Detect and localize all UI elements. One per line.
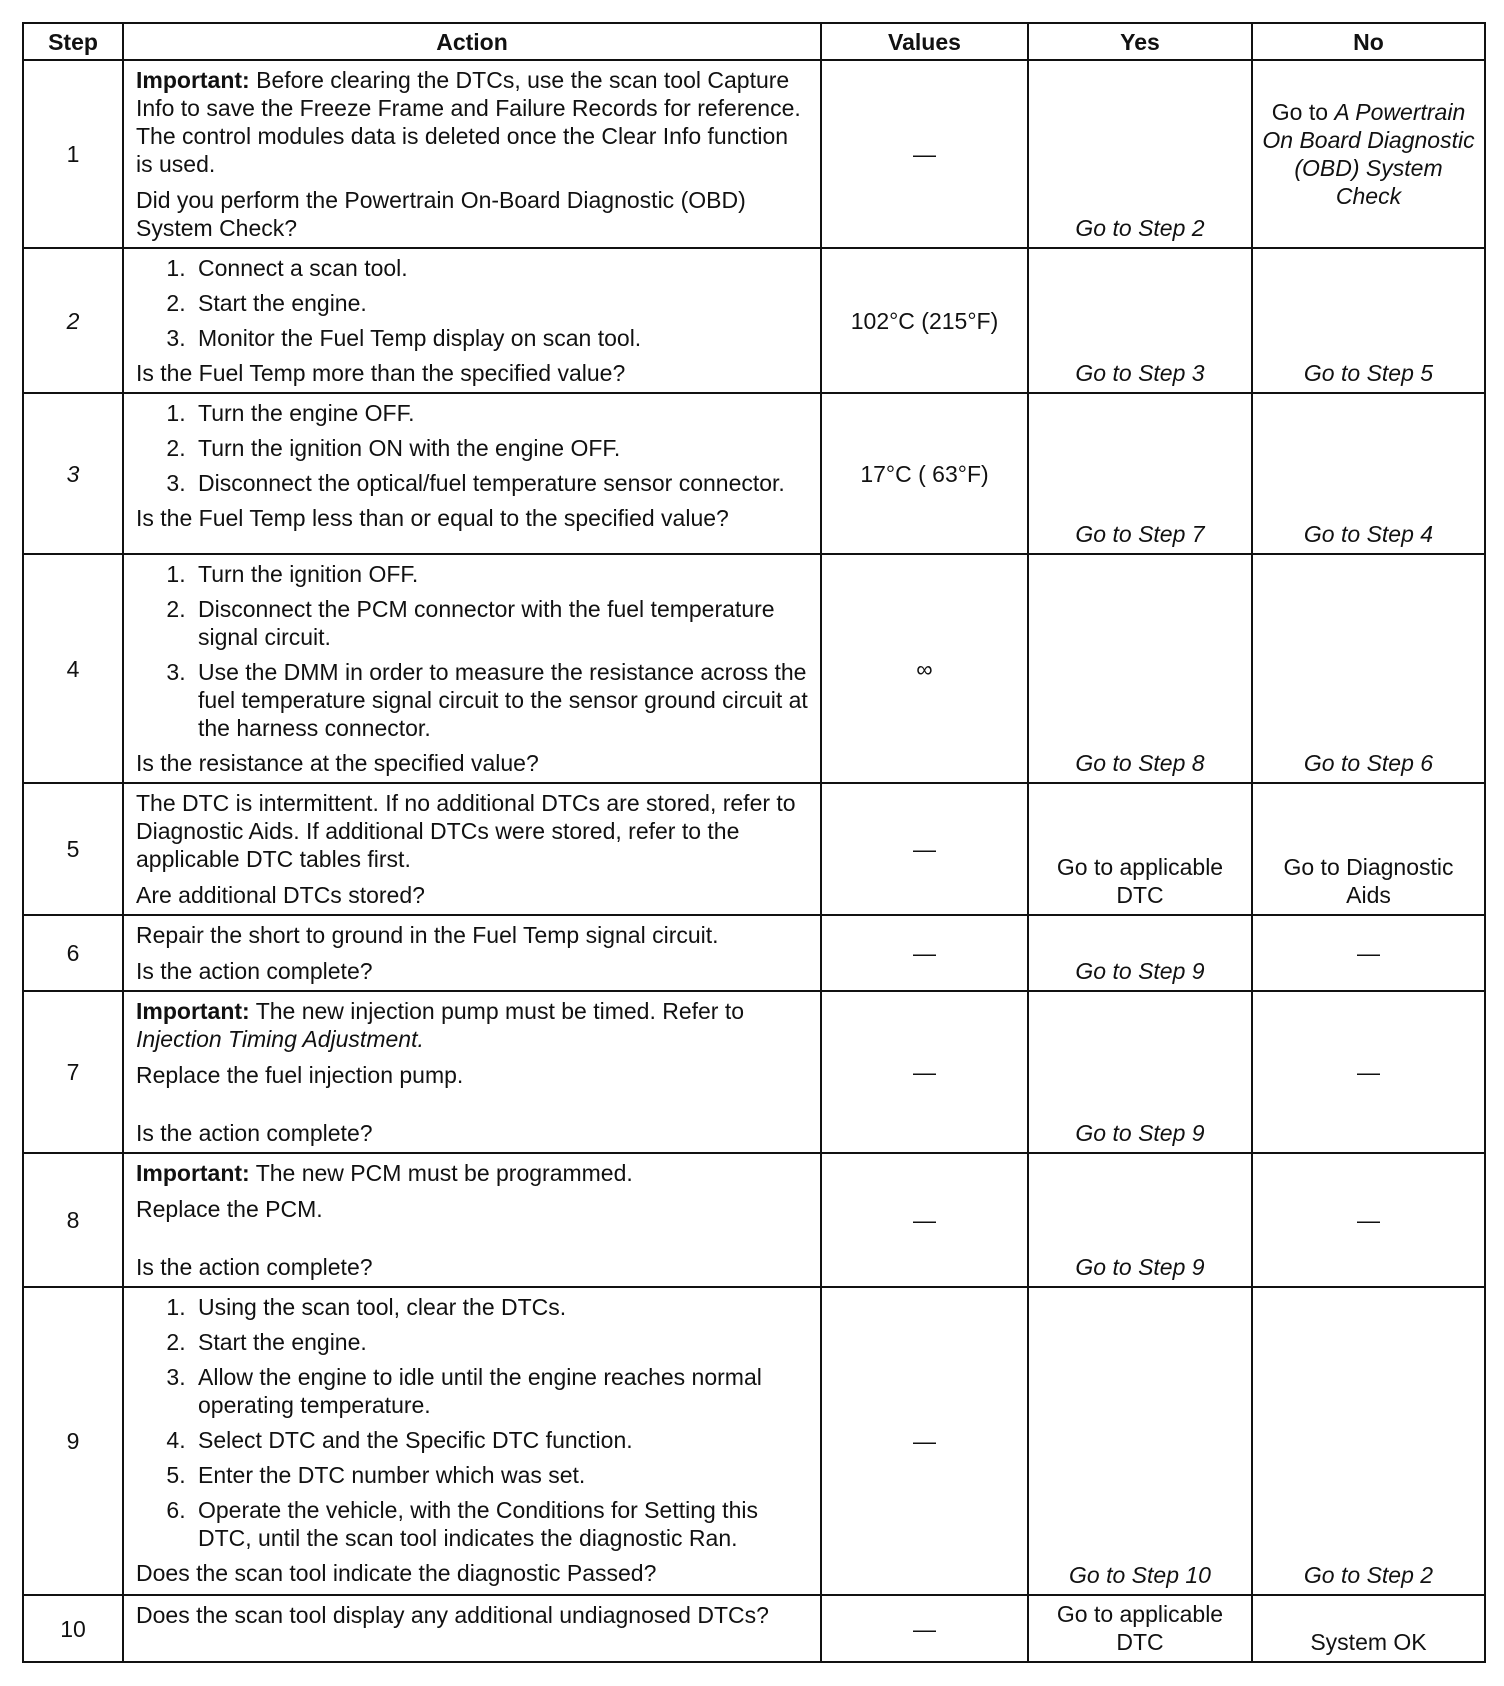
action-text: Replace the fuel injection pump. [136,1062,464,1088]
value-cell: 102°C (215°F) [821,248,1028,393]
action-list-item: 1. Turn the ignition OFF. [192,560,810,588]
action-cell [123,248,821,393]
important-label: Important: [136,67,250,93]
action-question: Is the action complete? [136,1254,373,1280]
action-list [136,254,810,352]
table-row-step-8 [23,1153,1485,1287]
important-label: Important: [136,1160,250,1186]
action-text: The DTC is intermittent. If no additional DTCs are stored, refer to Diagnostic Aids. If additional DTCs were stored, refer to the applicable DTC tables first. [136,790,796,872]
yes-cell: Go to applicable DTC [1028,783,1252,915]
step-number: 1 [23,60,123,248]
header-no: No [1252,23,1485,60]
yes-cell: Go to Step 7 [1028,393,1252,554]
important-note [136,66,810,178]
table-row-step-3 [23,393,1485,554]
no-cell: System OK [1252,1595,1485,1662]
no-cell: Go to Step 6 [1252,554,1485,783]
yes-cell: Go to Step 2 [1028,60,1252,248]
step-number: 4 [23,554,123,783]
important-text: The new injection pump must be timed. Refer to [249,998,745,1024]
no-cell: Go to Step 4 [1252,393,1485,554]
step-number: 3 [23,393,123,554]
value-cell: ∞ [821,554,1028,783]
no-cell: Go to Step 5 [1252,248,1485,393]
step-number: 8 [23,1153,123,1287]
action-cell [123,60,821,248]
action-cell [123,393,821,554]
yes-cell: Go to applicable DTC [1028,1595,1252,1662]
step-number: 6 [23,915,123,991]
important-label: Important: [136,998,250,1024]
action-list-item: 2. Turn the ignition ON with the engine OFF. [192,434,810,462]
action-cell [123,554,821,783]
header-values: Values [821,23,1028,60]
header-yes: Yes [1028,23,1252,60]
yes-cell: Go to Step 9 [1028,1153,1252,1287]
header-row [23,23,1485,60]
action-list-item: 2. Start the engine. [192,1328,810,1356]
action-text: Replace the PCM. [136,1196,323,1222]
action-list [136,560,810,742]
action-question: Does the scan tool display any additional undiagnosed DTCs? [136,1602,769,1628]
important-text: Before clearing the DTCs, use the scan tool Capture Info to save the Freeze Frame and Failure Records for reference. The control modules data is deleted once the Clear Info function is used. [136,67,801,177]
action-text: Repair the short to ground in the Fuel Temp signal circuit. [136,922,719,948]
important-note [136,997,810,1053]
action-question: Is the action complete? [136,958,373,984]
action-list [136,1293,810,1552]
action-list-item: 3. Allow the engine to idle until the engine reaches normal operating temperature. [192,1363,810,1419]
action-cell [123,915,821,991]
header-step: Step [23,23,123,60]
action-cell [123,1595,821,1662]
no-prefix: Go to [1271,98,1335,125]
value-cell: — [821,60,1028,248]
no-cell: Go to Diagnostic Aids [1252,783,1485,915]
important-note [136,1159,810,1187]
action-cell [123,1153,821,1287]
value-cell: — [821,1287,1028,1595]
step-number: 9 [23,1287,123,1595]
action-question: Is the action complete? [136,1120,373,1146]
value-cell: — [821,783,1028,915]
no-cell: — [1252,1153,1485,1287]
action-question: Are additional DTCs stored? [136,882,425,908]
action-list-item: 4. Select DTC and the Specific DTC function. [192,1426,810,1454]
step-number: 2 [23,248,123,393]
action-question: Does the scan tool indicate the diagnostic Passed? [136,1560,657,1586]
no-cell: — [1252,991,1485,1153]
table-row-step-5 [23,783,1485,915]
value-cell: — [821,1595,1028,1662]
important-link: Injection Timing Adjustment. [136,1026,424,1052]
action-question: Is the resistance at the specified value? [136,750,539,776]
table-row-step-10 [23,1595,1485,1662]
action-question: Did you perform the Powertrain On-Board Diagnostic (OBD) System Check? [136,187,746,241]
table-row-step-9 [23,1287,1485,1595]
action-list-item: 6. Operate the vehicle, with the Conditions for Setting this DTC, until the scan tool indicates the diagnostic Ran. [192,1496,810,1552]
value-cell: 17°C ( 63°F) [821,393,1028,554]
action-list-item: 1. Connect a scan tool. [192,254,810,282]
yes-cell: Go to Step 9 [1028,915,1252,991]
no-cell: — [1252,915,1485,991]
action-cell [123,783,821,915]
yes-cell: Go to Step 3 [1028,248,1252,393]
yes-cell: Go to Step 10 [1028,1287,1252,1595]
table-row-step-2 [23,248,1485,393]
action-list-item: 3. Disconnect the optical/fuel temperature sensor connector. [192,469,810,497]
action-cell [123,991,821,1153]
action-list-item: 5. Enter the DTC number which was set. [192,1461,810,1489]
step-number: 7 [23,991,123,1153]
important-text: The new PCM must be programmed. [249,1160,633,1186]
header-action: Action [123,23,821,60]
action-list-item: 3. Use the DMM in order to measure the resistance across the fuel temperature signal circuit to the sensor ground circuit at the harness connector. [192,658,810,742]
step-number: 5 [23,783,123,915]
action-list [136,399,810,497]
yes-cell: Go to Step 9 [1028,991,1252,1153]
action-list-item: 1. Using the scan tool, clear the DTCs. [192,1293,810,1321]
table-row-step-6 [23,915,1485,991]
table-row-step-7 [23,991,1485,1153]
value-cell: — [821,1153,1028,1287]
step-number: 10 [23,1595,123,1662]
no-cell: Go to Step 2 [1252,1287,1485,1595]
diagnostic-table-page [22,22,1484,1663]
action-list-item: 2. Disconnect the PCM connector with the fuel temperature signal circuit. [192,595,810,651]
action-list-item: 2. Start the engine. [192,289,810,317]
no-link: A Powertrain On Board Diagnostic (OBD) System Check [1262,98,1475,209]
action-cell [123,1287,821,1595]
action-question: Is the Fuel Temp less than or equal to the specified value? [136,505,729,531]
table-row-step-1 [23,60,1485,248]
action-list-item: 1. Turn the engine OFF. [192,399,810,427]
action-question: Is the Fuel Temp more than the specified value? [136,360,626,386]
value-cell: — [821,915,1028,991]
value-cell: — [821,991,1028,1153]
no-cell [1252,60,1485,248]
yes-cell: Go to Step 8 [1028,554,1252,783]
diagnostic-table [22,22,1486,1663]
action-list-item: 3. Monitor the Fuel Temp display on scan tool. [192,324,810,352]
table-row-step-4 [23,554,1485,783]
